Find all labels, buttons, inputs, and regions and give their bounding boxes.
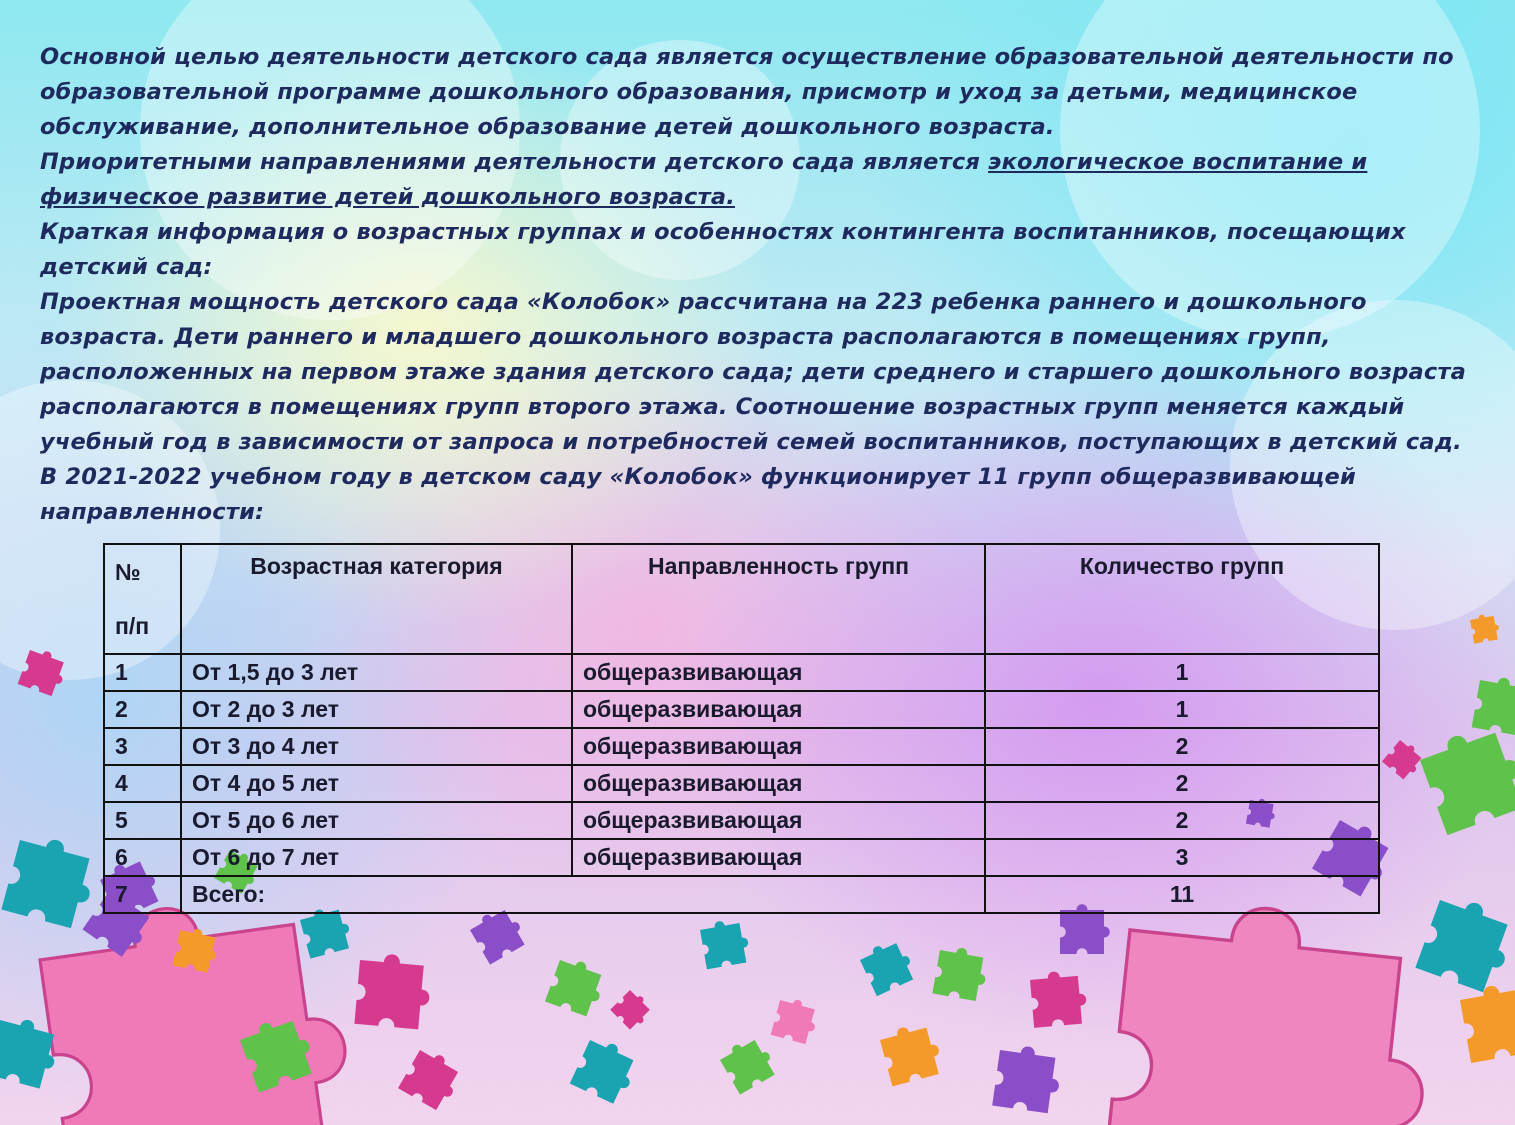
total-num: 7 [104,876,181,913]
cell-age: От 5 до 6 лет [181,802,572,839]
cell-num: 4 [104,765,181,802]
cell-focus: общеразвивающая [572,765,985,802]
intro-paragraph-info: Краткая информация о возрастных группах и особенностях контингента воспитанников, посещающих детский сад: [40,219,1406,280]
table-row [104,691,1379,728]
cell-age: От 1,5 до 3 лет [181,654,572,691]
cell-num: 1 [104,654,181,691]
priorities-underlined: экологическое воспитание и физическое развитие детей дошкольного возраста. [40,149,1368,210]
header-num-line2: п/п [115,613,150,639]
cell-focus: общеразвивающая [572,654,985,691]
intro-paragraph-capacity: Проектная мощность детского сада «Колобок» рассчитана на 223 ребенка раннего и дошкольного возраста. Дети раннего и младшего дошкольного возраста располагаются в помещениях групп, расположенных на первом этаже здания детского сада; дети среднего и старшего дошкольного возраста располагаются в помещениях групп второго этажа. Соотношение возрастных групп меняется каждый учебный год в зависимости от запроса и потребностей семей воспитанников, поступающих в детский сад. [40,289,1467,455]
cell-focus: общеразвивающая [572,839,985,876]
header-count: Количество групп [985,544,1379,654]
header-focus: Направленность групп [572,544,985,654]
table-row [104,765,1379,802]
cell-focus: общеразвивающая [572,802,985,839]
cell-count: 1 [985,691,1379,728]
cell-num: 2 [104,691,181,728]
cell-count: 2 [985,765,1379,802]
cell-num: 3 [104,728,181,765]
cell-age: От 6 до 7 лет [181,839,572,876]
cell-age: От 3 до 4 лет [181,728,572,765]
cell-count: 3 [985,839,1379,876]
intro-text [40,40,1470,530]
priorities-text: Приоритетными направлениями деятельности детского сада является [40,149,989,175]
groups-table [103,543,1380,914]
table-total-row [104,876,1379,913]
table-row [104,802,1379,839]
total-count: 11 [985,876,1379,913]
table-row [104,728,1379,765]
cell-count: 2 [985,802,1379,839]
header-age: Возрастная категория [181,544,572,654]
intro-paragraph-goal: Основной целью деятельности детского сада является осуществление образовательной деятельности по образовательной программе дошкольного образования, присмотр и уход за детьми, медицинское обслуживание, дополнительное образование детей дошкольного возраста. [40,44,1454,140]
total-label: Всего: [181,876,985,913]
table-row [104,654,1379,691]
intro-paragraph-priorities [40,145,1470,215]
cell-num: 6 [104,839,181,876]
table-row [104,839,1379,876]
cell-focus: общеразвивающая [572,691,985,728]
table-header-row [104,544,1379,654]
header-num-line1: № [115,559,141,585]
cell-count: 2 [985,728,1379,765]
cell-count: 1 [985,654,1379,691]
cell-focus: общеразвивающая [572,728,985,765]
cell-age: От 4 до 5 лет [181,765,572,802]
header-num [104,544,181,654]
cell-num: 5 [104,802,181,839]
intro-paragraph-groups: В 2021-2022 учебном году в детском саду «Колобок» функционирует 11 групп общеразвивающей направленности: [40,464,1356,525]
cell-age: От 2 до 3 лет [181,691,572,728]
